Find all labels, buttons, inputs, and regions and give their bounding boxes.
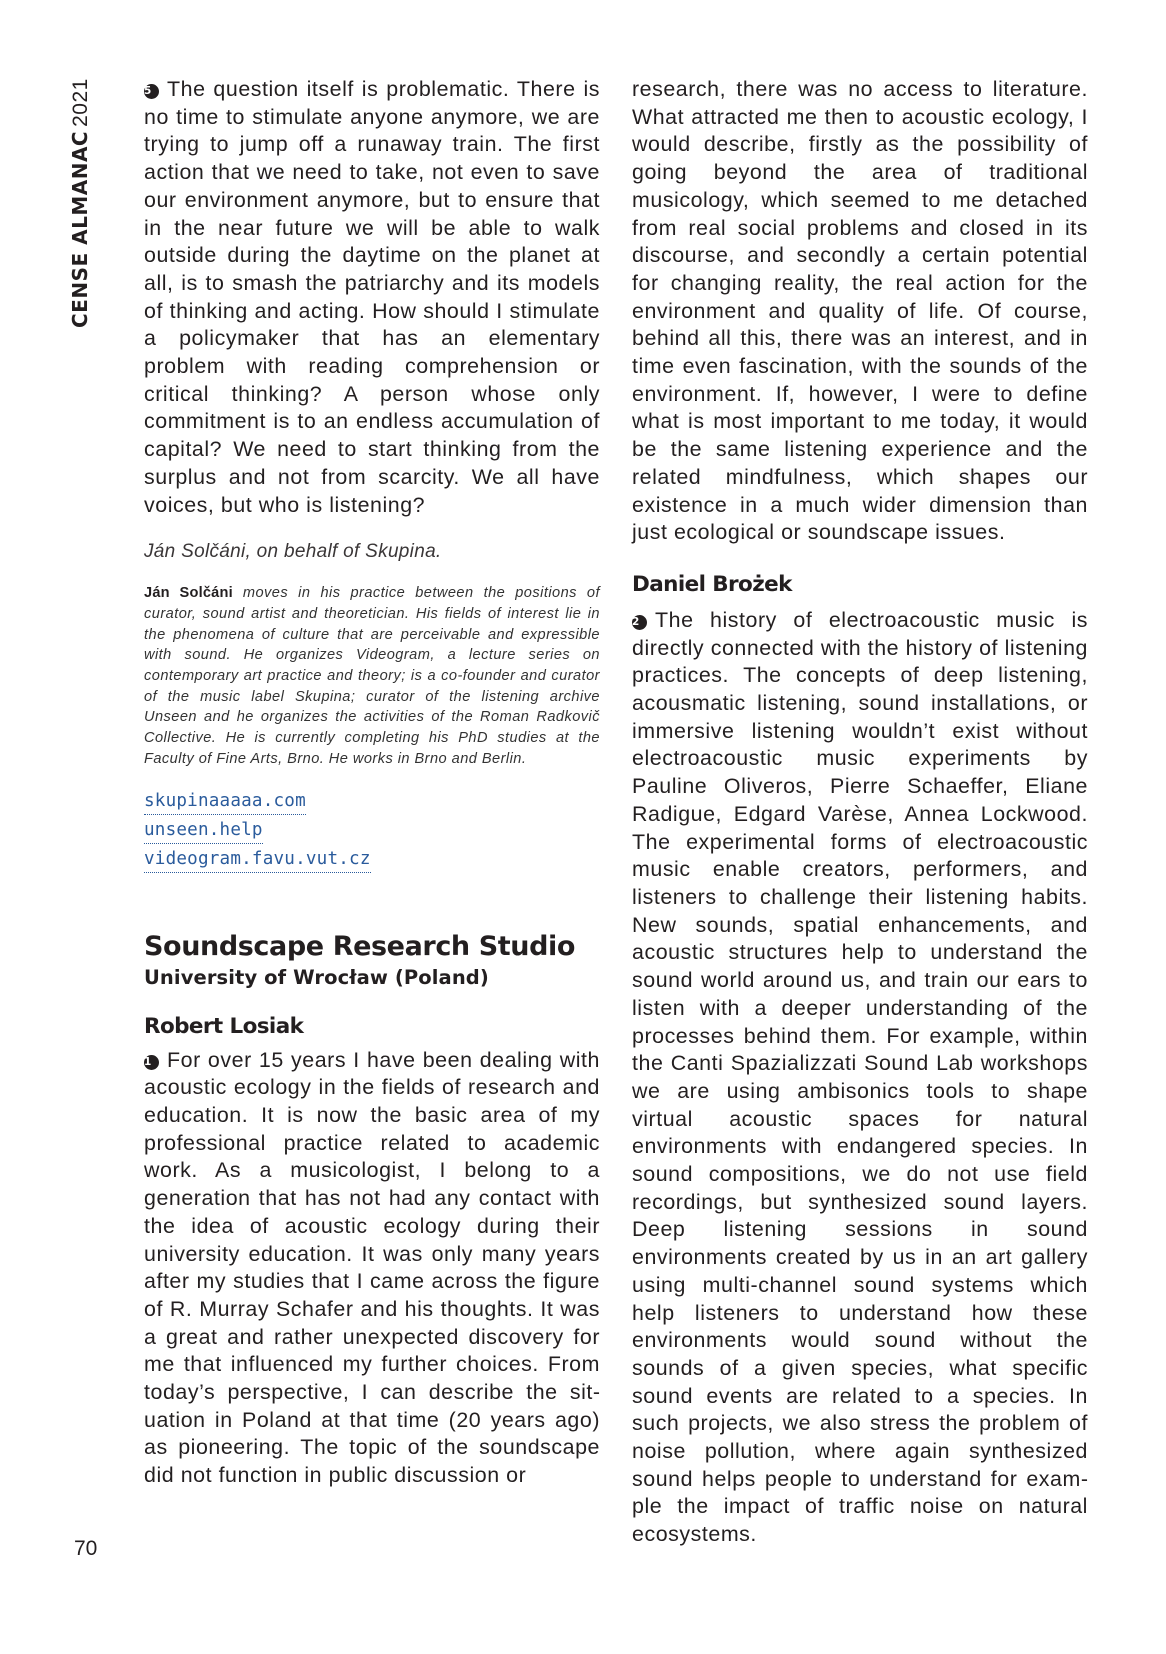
running-header (60, 78, 100, 328)
bio-text: moves in his practice between the positions of curator, sound artist and theoretician. His fields of interest lie in the phenomena of culture that are perceivable and expressible with sound. He organizes Videogram, a lecture series on contemporary art practice and theory; is a co-founder and curator of the music label Skupina; curator of the listening archive Unseen and he organizes the activities of the Roman Radkovič Collective. He is currently completing his PhD studies at the Faculty of Fine Arts, Brno. He works in Brno and Berlin. (144, 585, 600, 767)
publication-year: 2021 (69, 78, 92, 127)
circled-number-2-icon: 2 (632, 615, 647, 630)
answer-2-text: The history of electroacoustic music is directly connected with the history of listening practices. The concepts of deep listening, acousmatic listening, sound installations, or immersive listening wouldn’t exist without electroacoustic music experiments by Pauline Oliveros, Pierre Schaeffer, Eliane Radigue, Edgard Varèse, Annea Lockwood. The experimental forms of electroacoustic music enable creators, performers, and listeners to challenge their listening habits. New sounds, spatial enhancements, and acoustic structures help to understand the sound world around us, and train our ears to listen with a deeper understanding of the processes behind them. For example, within the Canti Spazializzati Sound Lab workshops we are using ambisonics tools to shape virtual acoustic spaces for natural environments with endangered species. In sound compositions, we do not use field recordings, but synthesized sound layers. Deep listening sessions in sound environments created by us in an art gallery using multi-channel sound systems which help listeners to understand how these environments would sound without the sounds of a given species, what specific sound events are related to a species. In such projects, we also stress the problem of noise pollution, where again synthesized sound helps people to understand for example the impact of traffic noise on natural ecosystems. (632, 607, 1088, 1547)
left-column (144, 76, 600, 1490)
signature: Ján Solčáni, on behalf of Skupina. (144, 541, 442, 563)
answer-2-paragraph (632, 607, 1088, 1549)
link-skupina[interactable]: skupinaaaaa.com (144, 788, 306, 815)
author-name-losiak: Robert Losiak (144, 1013, 304, 1039)
circled-number-5-icon: 5 (144, 84, 159, 99)
answer-5-paragraph (144, 76, 600, 519)
author-name-brozek: Daniel Brożek (632, 571, 792, 597)
bio-name: Ján Solčáni (144, 585, 233, 602)
continuation-paragraph: research, there was no access to literature. What attracted me then to acoustic ecology, I would describe, firstly as the possibility of going beyond the area of traditional musicology, which seemed to me detached from real social problems and closed in its discourse, and secondly a certain potential for changing reality, the real action for the environment and quality of life. Of course, behind all this, there was an interest, and in time even fascination, with the sounds of the environment. If, however, I were to define what is most important to me today, it would be the same listening experience and the related mindfulness, which shapes our existence in a much wider dimension than just ecological or soundscape issues. (632, 77, 1088, 545)
right-column (632, 76, 1088, 1549)
section-subtitle: University of Wrocław (Poland) (144, 965, 489, 989)
answer-5-text: The question itself is problematic. There is no time to stimulate anyone anymore, we are trying to jump off a runaway train. The first action that we need to take, not even to save our environment anymore, but to ensure that in the near future we will be able to walk outside during the daytime on the planet at all, is to smash the patriarchy and its models of thinking and acting. How should I stimulate a policymaker that has an elementary problem with reading comprehension or critical thinking? A person whose only commitment is to an endless accumulation of capital? We need to start thinking from the surplus and not from scarcity. We all have voices, but who is listening? (144, 77, 600, 517)
answer-1-text: For over 15 years I have been dealing with acoustic ecology in the fields of research and education. It is now the basic area of my professional practice related to academic work. As a musicologist, I belong to a generation that has not had any contact with the idea of acoustic ecology during their university education. It was only many years after my studies that I came across the figure of R. Murray Schafer and his thoughts. It was a great and rather unexpected discovery for me that influenced my further choices. From today’s perspective, I can describe the situation in Poland at that time (20 years ago) as pioneering. The topic of the soundscape did not function in public discussion or (144, 1047, 600, 1488)
link-list (144, 788, 600, 873)
author-bio (144, 583, 600, 769)
publication-title: CENSE ALMANAC (68, 130, 92, 328)
link-unseen[interactable]: unseen.help (144, 817, 263, 844)
circled-number-1-icon: 1 (144, 1055, 159, 1070)
link-videogram[interactable]: videogram.favu.vut.cz (144, 846, 371, 873)
answer-1-paragraph (144, 1047, 600, 1490)
page-number: 70 (74, 1537, 98, 1560)
section-title: Soundscape Research Studio (144, 930, 576, 962)
